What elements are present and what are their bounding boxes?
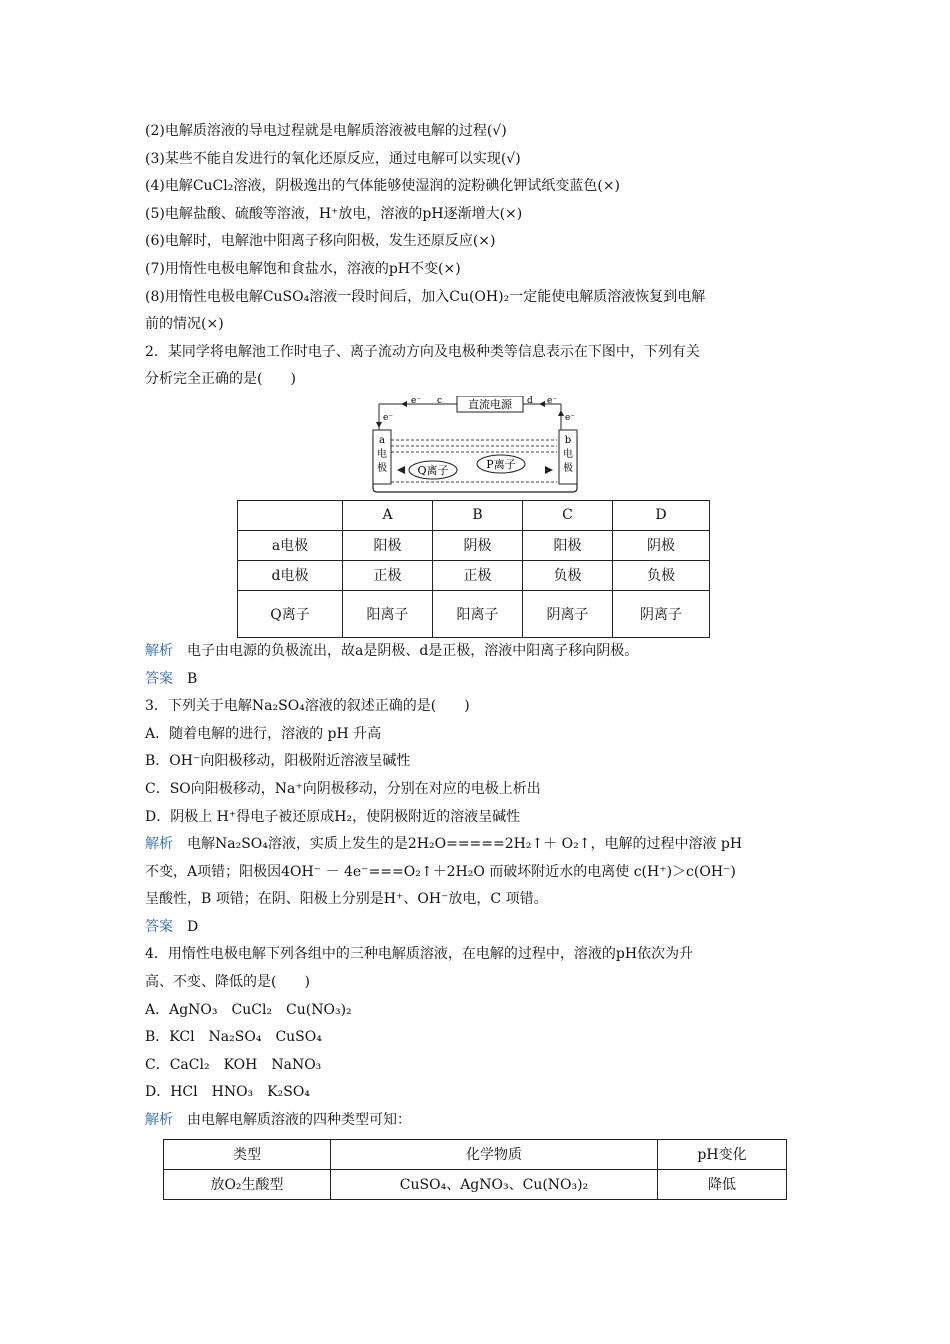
table-cell: Q离子 <box>238 590 343 637</box>
table-cell: 负极 <box>523 560 613 590</box>
answer-text: D <box>187 918 199 935</box>
q3-option-b: B．OH⁻向阳极移动，阳极附近溶液呈碱性 <box>145 753 411 770</box>
table-row <box>164 1169 787 1199</box>
p-ion-label: P离子 <box>486 457 516 471</box>
electrode-a-char-1: 电 <box>377 448 387 460</box>
q3-analysis-line2: 不变，A项错；阳极因4OH⁻ － 4e⁻===O₂↑＋2H₂O 而破坏附近水的电离使 c(H⁺)＞c(OH⁻) <box>145 863 736 880</box>
q4-stem-line2: 高、不变、降低的是( ) <box>145 974 310 991</box>
table-cell: pH变化 <box>658 1139 787 1169</box>
electron-label-top-left: e⁻ <box>411 395 422 406</box>
q3-option-a: A．随着电解的进行，溶液的 pH 升高 <box>145 725 382 742</box>
statement-8: (8)用惰性电极电解CuSO₄溶液一段时间后，加入Cu(OH)₂一定能使电解质溶液恢复到电解 <box>145 288 706 305</box>
analysis-text: 电子由电源的负极流出，故a是阴极、d是正极，溶液中阳离子移向阴极。 <box>187 642 639 659</box>
table-cell: 阳极 <box>523 530 613 560</box>
table-cell: D <box>613 500 710 530</box>
electrolysis-cell-figure <box>371 396 581 496</box>
answer-text: B <box>187 670 198 687</box>
table-cell: 正极 <box>433 560 523 590</box>
table-cell: 阳离子 <box>343 590 433 637</box>
electrode-b-label: b <box>564 434 572 446</box>
analysis-tag: 解析 <box>145 1112 173 1129</box>
table-cell: 阳极 <box>343 530 433 560</box>
statement-7: (7)用惰性电极电解饱和食盐水，溶液的pH不变(×) <box>145 260 461 277</box>
statement-3: (3)某些不能自发进行的氧化还原反应，通过电解可以实现(√) <box>145 150 521 167</box>
q4-analysis <box>145 1107 810 1135</box>
table-cell: 正极 <box>343 560 433 590</box>
table-row <box>238 530 710 560</box>
beaker <box>373 436 577 492</box>
answer-tag: 答案 <box>145 670 173 687</box>
electron-label-left: e⁻ <box>383 412 394 423</box>
statement-4: (4)电解CuCl₂溶液，阴极逸出的气体能够使湿润的淀粉碘化钾试纸变蓝色(×) <box>145 178 621 195</box>
terminal-c-label: c <box>437 395 443 406</box>
table-cell: 阴极 <box>433 530 523 560</box>
q2-stem-line2: 分析完全正确的是( ) <box>145 371 296 388</box>
electrolysis-cell-diagram <box>145 396 810 496</box>
statement-6: (6)电解时，电解池中阳离子移向阳极，发生还原反应(×) <box>145 233 496 250</box>
answer-tag: 答案 <box>145 918 173 935</box>
q3-stem: 3．下列关于电解Na₂SO₄溶液的叙述正确的是( ) <box>145 698 470 715</box>
electron-label-right: e⁻ <box>565 412 576 423</box>
table-cell: 阴离子 <box>613 590 710 637</box>
table-cell: a电极 <box>238 530 343 560</box>
table-cell: 阴极 <box>613 530 710 560</box>
q2-answer <box>145 666 810 694</box>
analysis-tag: 解析 <box>145 642 173 659</box>
q4-option-d: D．HCl HNO₃ K₂SO₄ <box>145 1084 310 1101</box>
analysis-text: 电解Na₂SO₄溶液，实质上发生的是2H₂O=====2H₂↑＋ O₂↑，电解的过程中溶液 pH <box>187 836 743 853</box>
arrow-left-icon <box>397 466 405 474</box>
q4-option-c: C．CaCl₂ KOH NaNO₃ <box>145 1056 322 1073</box>
power-source-label: 直流电源 <box>468 397 512 411</box>
q3-option-c: C．SO向阳极移动，Na⁺向阴极移动，分别在对应的电极上析出 <box>145 780 541 797</box>
analysis-text: 由电解电解质溶液的四种类型可知： <box>187 1112 411 1129</box>
table-cell: 化学物质 <box>331 1139 658 1169</box>
q3-answer <box>145 914 810 942</box>
table-cell: 降低 <box>658 1169 787 1199</box>
q2-stem-line1: 2．某同学将电解池工作时电子、离子流动方向及电极种类等信息表示在下图中，下列有关 <box>145 343 700 360</box>
electrode-b-char-1: 电 <box>563 448 573 460</box>
q2-options-table <box>237 500 710 638</box>
table-cell: B <box>433 500 523 530</box>
q3-analysis <box>145 831 810 859</box>
q3-analysis-line3: 呈酸性，B 项错；在阴、阳极上分别是H⁺、OH⁻放电，C 项错。 <box>145 891 548 908</box>
q2-analysis <box>145 638 810 666</box>
document-page <box>145 118 810 1200</box>
table-cell <box>238 500 343 530</box>
statement-5: (5)电解盐酸、硫酸等溶液，H⁺放电，溶液的pH逐渐增大(×) <box>145 205 523 222</box>
table-cell: C <box>523 500 613 530</box>
q4-option-b: B．KCl Na₂SO₄ CuSO₄ <box>145 1029 322 1046</box>
analysis-tag: 解析 <box>145 836 173 853</box>
statement-2: (2)电解质溶液的导电过程就是电解质溶液被电解的过程(√) <box>145 123 507 139</box>
table-cell: CuSO₄、AgNO₃、Cu(NO₃)₂ <box>331 1169 658 1199</box>
table-row <box>238 590 710 637</box>
q1-statement-list <box>145 118 810 339</box>
q3-option-d: D．阴极上 H⁺得电子被还原成H₂，使阴极附近的溶液呈碱性 <box>145 808 521 825</box>
electrode-a-label: a <box>379 434 385 446</box>
q4-option-a: A．AgNO₃ CuCl₂ Cu(NO₃)₂ <box>145 1001 352 1018</box>
electrode-a-char-2: 极 <box>377 462 387 474</box>
table-cell: 负极 <box>613 560 710 590</box>
electron-label-top-right: e⁻ <box>547 395 558 406</box>
table-cell: 放O₂生酸型 <box>164 1169 331 1199</box>
table-cell: d电极 <box>238 560 343 590</box>
electrolysis-types-table <box>163 1139 787 1200</box>
table-cell: 阴离子 <box>523 590 613 637</box>
table-cell: A <box>343 500 433 530</box>
table-header-row <box>238 500 710 530</box>
statement-8-cont: 前的情况(×) <box>145 316 224 333</box>
arrow-right-icon <box>545 466 553 474</box>
table-header-row <box>164 1139 787 1169</box>
q4-stem-line1: 4．用惰性电极电解下列各组中的三种电解质溶液，在电解的过程中，溶液的pH依次为升 <box>145 946 694 963</box>
q-ion-label: Q离子 <box>417 463 449 477</box>
terminal-d-label: d <box>527 395 533 406</box>
table-cell: 类型 <box>164 1139 331 1169</box>
table-row <box>238 560 710 590</box>
table-cell: 阳离子 <box>433 590 523 637</box>
electrode-b-char-2: 极 <box>563 462 573 474</box>
